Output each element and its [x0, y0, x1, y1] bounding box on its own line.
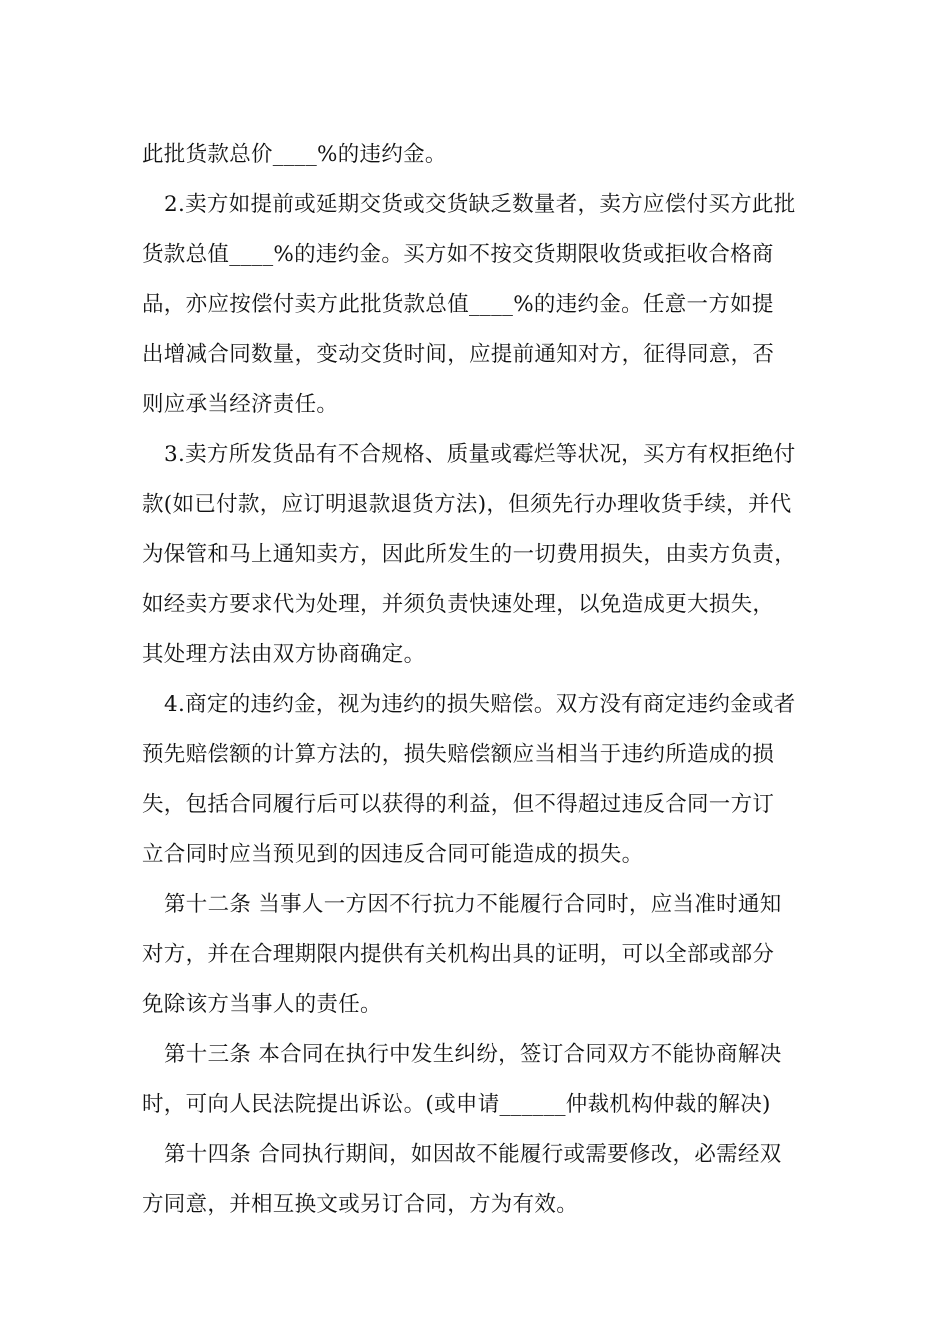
paragraph-article-13: [142, 1030, 822, 1130]
text-line: 预先赔偿额的计算方法的，损失赔偿额应当相当于违约所造成的损: [142, 742, 775, 767]
text-line: 如经卖方要求代为处理，并须负责快速处理，以免造成更大损失，: [142, 592, 775, 617]
text-line: 3.卖方所发货品有不合规格、质量或霉烂等状况，买方有权拒绝付: [164, 442, 796, 467]
text-line: 对方，并在合理期限内提供有关机构出具的证明，可以全部或部分: [142, 942, 775, 967]
text-line: 失，包括合同履行后可以获得的利益，但不得超过违反合同一方订: [142, 792, 775, 817]
text-line: 免除该方当事人的责任。: [142, 992, 382, 1017]
paragraph-clause-3: [142, 430, 822, 680]
text-line: 此批货款总价____%的违约金。: [142, 142, 447, 167]
text-line: 出增减合同数量，变动交货时间，应提前通知对方，征得同意，否: [142, 342, 775, 367]
paragraph-clause-4: [142, 680, 822, 880]
paragraph-article-14: [142, 1130, 822, 1230]
paragraph-article-12: [142, 880, 822, 1030]
paragraph-penalty-tail: [142, 130, 822, 180]
text-line: 则应承当经济责任。: [142, 392, 339, 417]
text-line: 4.商定的违约金，视为违约的损失赔偿。双方没有商定违约金或者: [164, 692, 796, 717]
document-body: [142, 130, 822, 1230]
text-line: 时，可向人民法院提出诉讼。(或申请______仲裁机构仲裁的解决): [142, 1092, 771, 1117]
text-line: 品，亦应按偿付卖方此批货款总值____%的违约金。任意一方如提: [142, 292, 774, 317]
text-line: 其处理方法由双方协商确定。: [142, 642, 426, 667]
text-line: 立合同时应当预见到的因违反合同可能造成的损失。: [142, 842, 644, 867]
paragraph-clause-2: [142, 180, 822, 430]
text-line: 第十二条 当事人一方因不行抗力不能履行合同时，应当准时通知: [164, 892, 782, 917]
text-line: 款(如已付款，应订明退款退货方法)，但须先行办理收货手续，并代: [142, 492, 792, 517]
text-line: 2.卖方如提前或延期交货或交货缺乏数量者，卖方应偿付买方此批: [164, 192, 796, 217]
text-line: 第十四条 合同执行期间，如因故不能履行或需要修改，必需经双: [164, 1142, 782, 1167]
text-line: 方同意，并相互换文或另订合同，方为有效。: [142, 1192, 579, 1217]
text-line: 第十三条 本合同在执行中发生纠纷，签订合同双方不能协商解决: [164, 1042, 782, 1067]
text-line: 为保管和马上通知卖方，因此所发生的一切费用损失，由卖方负责，: [142, 542, 797, 567]
text-line: 货款总值____%的违约金。买方如不按交货期限收货或拒收合格商: [142, 242, 774, 267]
